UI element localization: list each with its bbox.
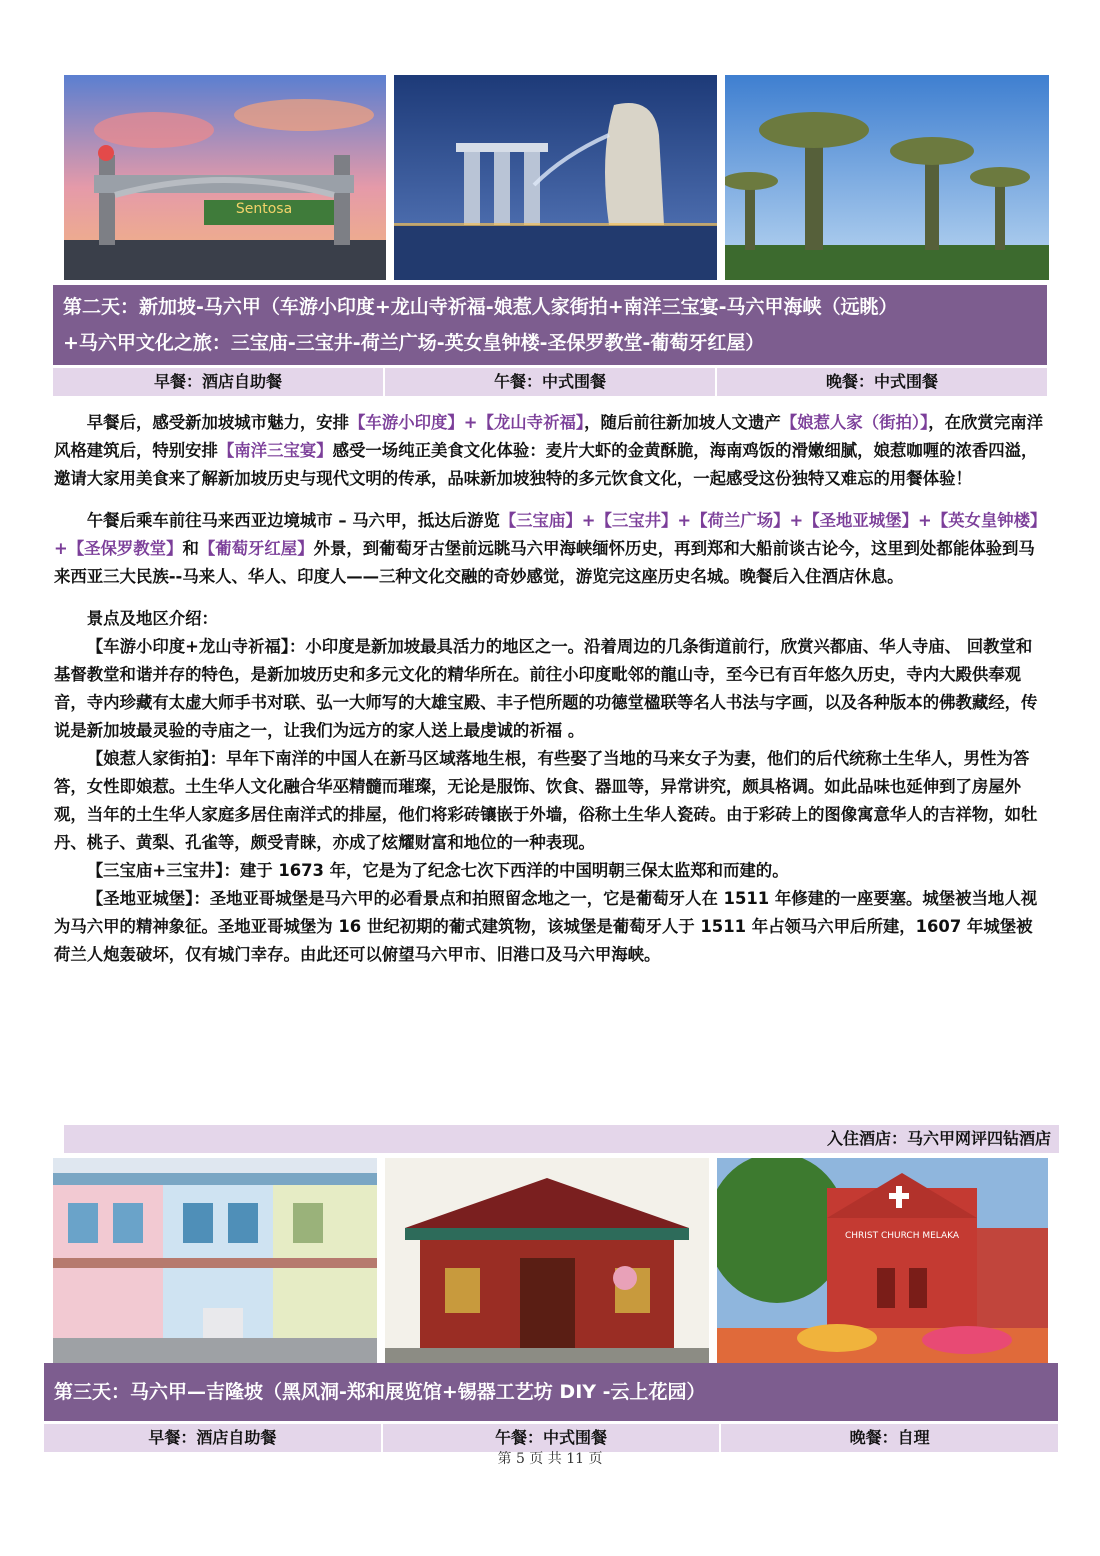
- intro-santiago: 【圣地亚城堡】：圣地亚哥城堡是马六甲的必看景点和拍照留念地之一，它是葡萄牙人在 1511 年修建的一座要塞。城堡被当地人视为马六甲的精神象征。圣地亚哥城堡为 16 世纪初期的葡式建筑物，该城堡是葡萄牙人于 1511 年占领马六甲后所建，1607 年城堡被荷兰人炮轰破坏，仅有城门幸存。由此还可以俯望马六甲市、旧港口及马六甲海峡。: [54, 889, 1038, 964]
- day2-dinner: 晚餐：中式围餐: [715, 368, 1047, 396]
- merlion-marina-bay-photo: [394, 75, 717, 280]
- p1-text-4: 感受一场纯正美食文化体验：麦片大虾的金黄酥脆，海南鸡饭的滑嫩细腻，娘惹咖喱的浓香四溢，邀请大家用美食来了解新加坡历史与现代文明的传承，品味新加坡独特的多元饮食文化，一起感受这份独特又难忘的用餐体验！: [54, 441, 1038, 488]
- p1-highlight-3: 【南洋三宝宴】: [217, 441, 333, 460]
- p1-text-1: 早餐后，感受新加坡城市魅力，安排: [86, 413, 350, 432]
- day2-paragraph-2: [54, 507, 1046, 591]
- gardens-supertree-photo: [725, 75, 1049, 280]
- intro-heading: 景点及地区介绍：: [86, 609, 218, 628]
- page-number: 第 5 页 共 11 页: [497, 1451, 603, 1467]
- p1-text-2: ，随后前往新加坡人文遗产: [584, 413, 781, 432]
- p2-text-3: 外景，到葡萄牙古堡前远眺马六甲海峡缅怀历史，再到郑和大船前谈古论今，这里到处都能体验到马来西亚三大民族--马来人、华人、印度人——三种文化交融的奇妙感觉，游览完这座历史名城。晚餐后入住酒店休息。: [54, 539, 1035, 586]
- day3-title: 第三天：马六甲—吉隆坡（黑风洞-郑和展览馆+锡器工艺坊 DIY -云上花园）: [44, 1363, 1058, 1421]
- intro-nyonya: 【娘惹人家街拍】：早年下南洋的中国人在新马区域落地生根，有些娶了当地的马来女子为妻，他们的后代统称土生华人，男性为答答，女性即娘惹。土生华人文化融合华巫精髓而璀璨，无论是服饰、饮食、器皿等，异常讲究，颇具格调。如此品味也延伸到了房屋外观，当年的土生华人家庭多居住南洋式的排屋，他们将彩砖镶嵌于外墙，俗称土生华人瓷砖。由于彩砖上的图像寓意华人的吉祥物，如牡丹、桃子、黄梨、孔雀等，颇受青睐，亦成了炫耀财富和地位的一种表现。: [54, 749, 1038, 852]
- itinerary-body: [54, 409, 1046, 969]
- day3-lunch: 午餐：中式围餐: [381, 1424, 720, 1452]
- day2-breakfast: 早餐：酒店自助餐: [153, 372, 282, 391]
- intro-sanbao: 【三宝庙+三宝井】：建于 1673 年，它是为了纪念七次下西洋的中国明朝三保太监郑和而建的。: [86, 861, 789, 880]
- top-photo-row: [64, 75, 1049, 280]
- day2-meal-bar: [53, 368, 1047, 396]
- day2-title-line2: +马六甲文化之旅：三宝庙-三宝井-荷兰广场-英女皇钟楼-圣保罗教堂-葡萄牙红屋）: [63, 332, 765, 354]
- p1-highlight-2: 【娘惹人家（街拍）】: [780, 413, 929, 432]
- day3-dinner: 晚餐：自理: [719, 1424, 1058, 1452]
- p2-text-2: 和: [182, 539, 199, 558]
- sentosa-sign-text: Sentosa: [235, 201, 293, 217]
- chinese-temple-photo: [385, 1158, 709, 1363]
- church-sign-text: CHRIST CHURCH MELAKA: [844, 1231, 960, 1241]
- p2-highlight-2: 【葡萄牙红屋】: [198, 539, 314, 558]
- peranakan-shophouses-photo: [53, 1158, 377, 1363]
- sentosa-gate-photo: [64, 75, 386, 280]
- day2-lunch: 午餐：中式围餐: [383, 368, 715, 396]
- intro-little-india: 【车游小印度+龙山寺祈福】：小印度是新加坡最具活力的地区之一。沿着周边的几条街道前行，欣赏兴都庙、华人寺庙、 回教堂和基督教堂和谐并存的特色，是新加坡历史和多元文化的精华所在。前往小印度毗邻的龍山寺，至今已有百年悠久历史，寺内大殿供奉观音，寺内珍藏有太虚大师手书对联、弘一大师写的大雄宝殿、丰子恺所题的功德堂楹联等名人书法与字画，以及各种版本的佛教藏经，传说是新加坡最灵验的寺庙之一，让我们为远方的家人送上最虔诚的祈福 。: [54, 637, 1038, 740]
- day2-title-line1: 第二天：新加坡-马六甲（车游小印度+龙山寺祈福-娘惹人家街拍+南洋三宝宴-马六甲海峡（远眺）: [63, 296, 898, 318]
- day2-paragraph-1: [54, 409, 1046, 493]
- p1-highlight-1: 【车游小印度】+【龙山寺祈福】: [349, 413, 585, 432]
- christ-church-melaka-photo: [717, 1158, 1048, 1363]
- day2-title: [53, 285, 1047, 365]
- p2-text-1: 午餐后乘车前往马来西亚边境城市 – 马六甲，抵达后游览: [86, 511, 500, 530]
- p1-text-3: ，在欣赏完南洋风格建筑后，特别安排: [54, 413, 1043, 460]
- bottom-photo-row: [53, 1158, 1048, 1363]
- hotel-bar: 入住酒店：马六甲网评四钻酒店: [64, 1125, 1059, 1153]
- p2-highlight-1: 【三宝庙】+【三宝井】+【荷兰广场】+【圣地亚城堡】+【英女皇钟楼】+【圣保罗教堂】: [54, 511, 1039, 558]
- day3-breakfast: 早餐：酒店自助餐: [148, 1428, 277, 1447]
